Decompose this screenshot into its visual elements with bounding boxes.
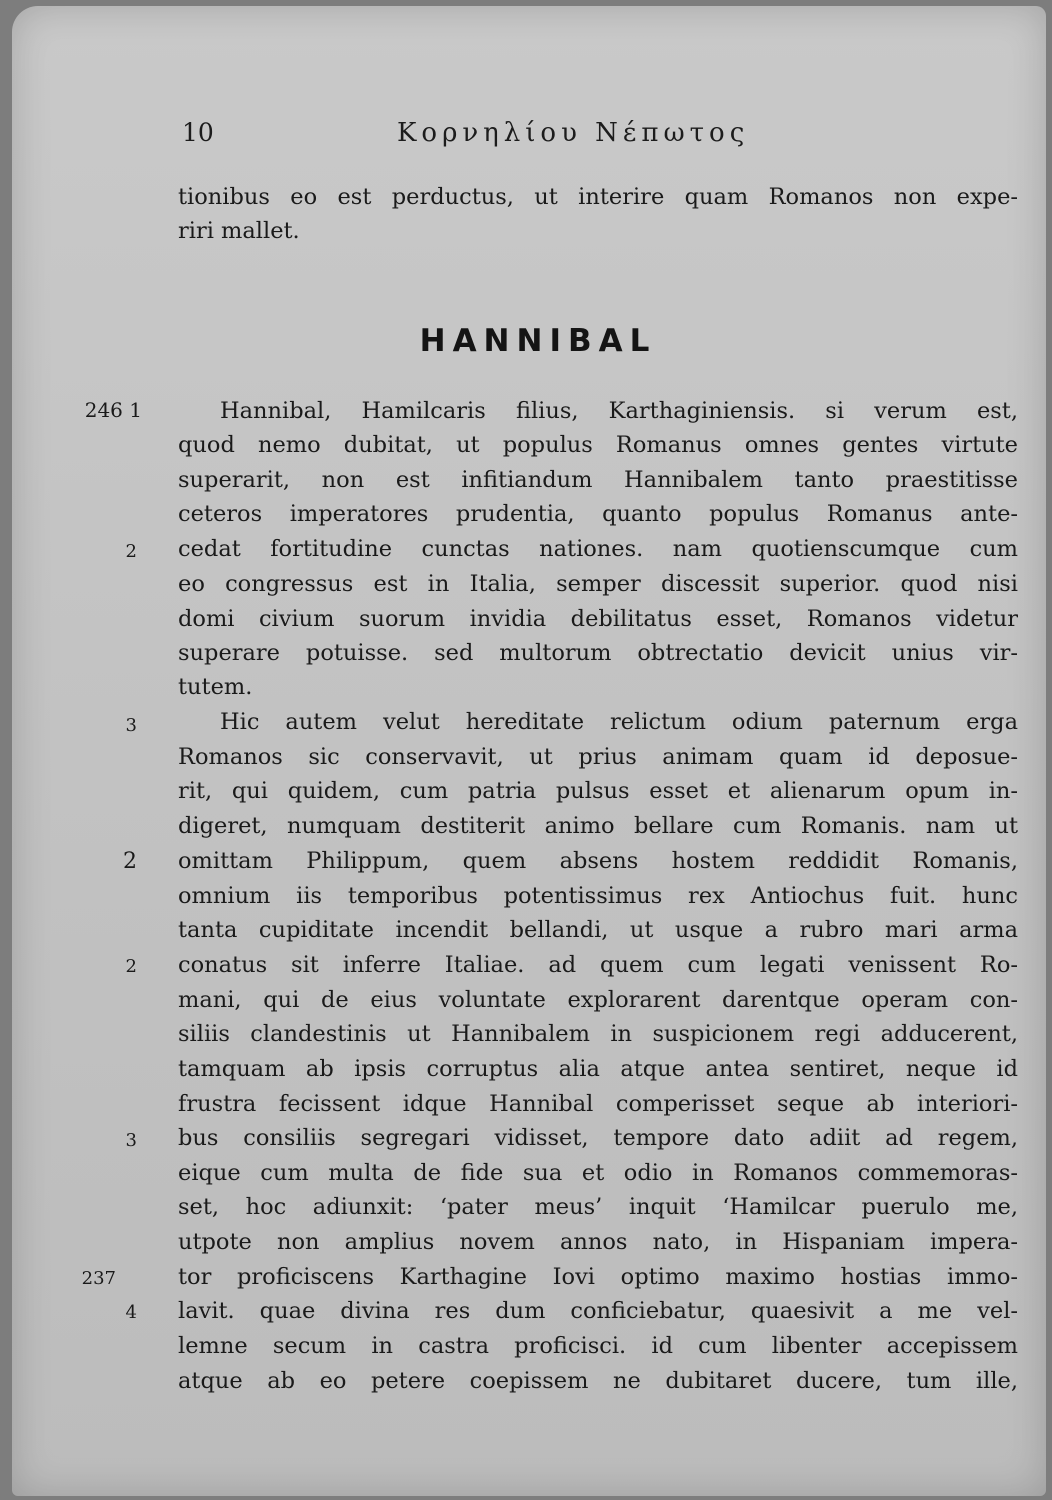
text-line: atque ab eo petere coepissem ne dubitaret ducere, tum ille, — [178, 1368, 1018, 1394]
text-line: siliis clandestinis ut Hannibalem in suspicionem regi adducerent, — [178, 1021, 1018, 1047]
text-line: omnium iis temporibus potentissimus rex Antiochus fuit. hunc — [178, 883, 1018, 909]
text-line: ceteros imperatores prudentia, quanto populus Romanus ante- — [178, 501, 1018, 527]
text-line: superare potuisse. sed multorum obtrectatio devicit unius vir- — [178, 640, 1018, 666]
text-line: superarit, non est infitiandum Hannibalem tanto praestitisse — [178, 467, 1018, 493]
text-line: frustra fecissent idque Hannibal comperisset seque ab interiori- — [178, 1091, 1018, 1117]
text-line: domi civium suorum invidia debilitatus esset, Romanos videtur — [178, 606, 1018, 632]
section-number: 4 — [125, 1302, 137, 1323]
text-line: tamquam ab ipsis corruptus alia atque antea sentiret, neque id — [178, 1056, 1018, 1082]
continuation-line: riri mallet. — [178, 218, 300, 244]
text-line: Hic autem velut hereditate relictum odium paternum erga — [220, 709, 1018, 735]
chapter-heading: HANNIBAL — [419, 323, 657, 359]
section-number: 3 — [125, 1130, 137, 1151]
text-line: rit, qui quidem, cum patria pulsus esset et alienarum opum in- — [178, 778, 1018, 804]
text-line: eique cum multa de fide sua et odio in Romanos commemoras- — [178, 1160, 1018, 1186]
text-line: digeret, numquam destiterit animo bellare cum Romanis. nam ut — [178, 813, 1018, 839]
text-line: set, hoc adiunxit: ‘pater meus’ inquit ‘Hamilcar puerulo me, — [178, 1194, 1018, 1220]
section-number: 3 — [125, 715, 137, 736]
text-line: cedat fortitudine cunctas nationes. nam quotienscumque cum — [178, 536, 1018, 562]
running-title: Κορνηλίου Νέπωτος — [397, 118, 750, 148]
ref-number: 237 — [81, 1268, 116, 1289]
section-number: 2 — [125, 541, 137, 562]
section-number: 1 — [129, 398, 142, 422]
section-number: 2 — [123, 849, 137, 874]
text-line: omittam Philippum, quem absens hostem reddidit Romanis, — [178, 848, 1018, 874]
text-line: tor proficiscens Karthagine Iovi optimo maximo hostias immo- — [178, 1264, 1018, 1290]
margin-reference — [82, 398, 142, 422]
continuation-line: tionibus eo est perductus, ut interire quam Romanos non expe- — [178, 184, 1018, 210]
section-number: 2 — [125, 956, 137, 977]
book-page — [12, 6, 1046, 1496]
text-line: Romanos sic conservavit, ut prius animam quam id deposue- — [178, 744, 1018, 770]
ref-number: 246 — [84, 398, 123, 422]
text-line: tanta cupiditate incendit bellandi, ut usque a rubro mari arma — [178, 917, 1018, 943]
text-line: bus consiliis segregari vidisset, tempore dato adiit ad regem, — [178, 1125, 1018, 1151]
text-line: tutem. — [178, 674, 253, 700]
text-line: mani, qui de eius voluntate explorarent darentque operam con- — [178, 987, 1018, 1013]
text-line: utpote non amplius novem annos nato, in Hispaniam impera- — [178, 1229, 1018, 1255]
text-line: conatus sit inferre Italiae. ad quem cum legati venissent Ro- — [178, 952, 1018, 978]
text-line: lemne secum in castra proficisci. id cum libenter accepissem — [178, 1333, 1018, 1359]
text-line: eo congressus est in Italia, semper discessit superior. quod nisi — [178, 571, 1018, 597]
text-line: Hannibal, Hamilcaris filius, Karthaginiensis. si verum est, — [220, 398, 1018, 424]
page-number: 10 — [182, 118, 214, 147]
text-line: quod nemo dubitat, ut populus Romanus omnes gentes virtute — [178, 432, 1018, 458]
text-line: lavit. quae divina res dum conficiebatur, quaesivit a me vel- — [178, 1298, 1018, 1324]
